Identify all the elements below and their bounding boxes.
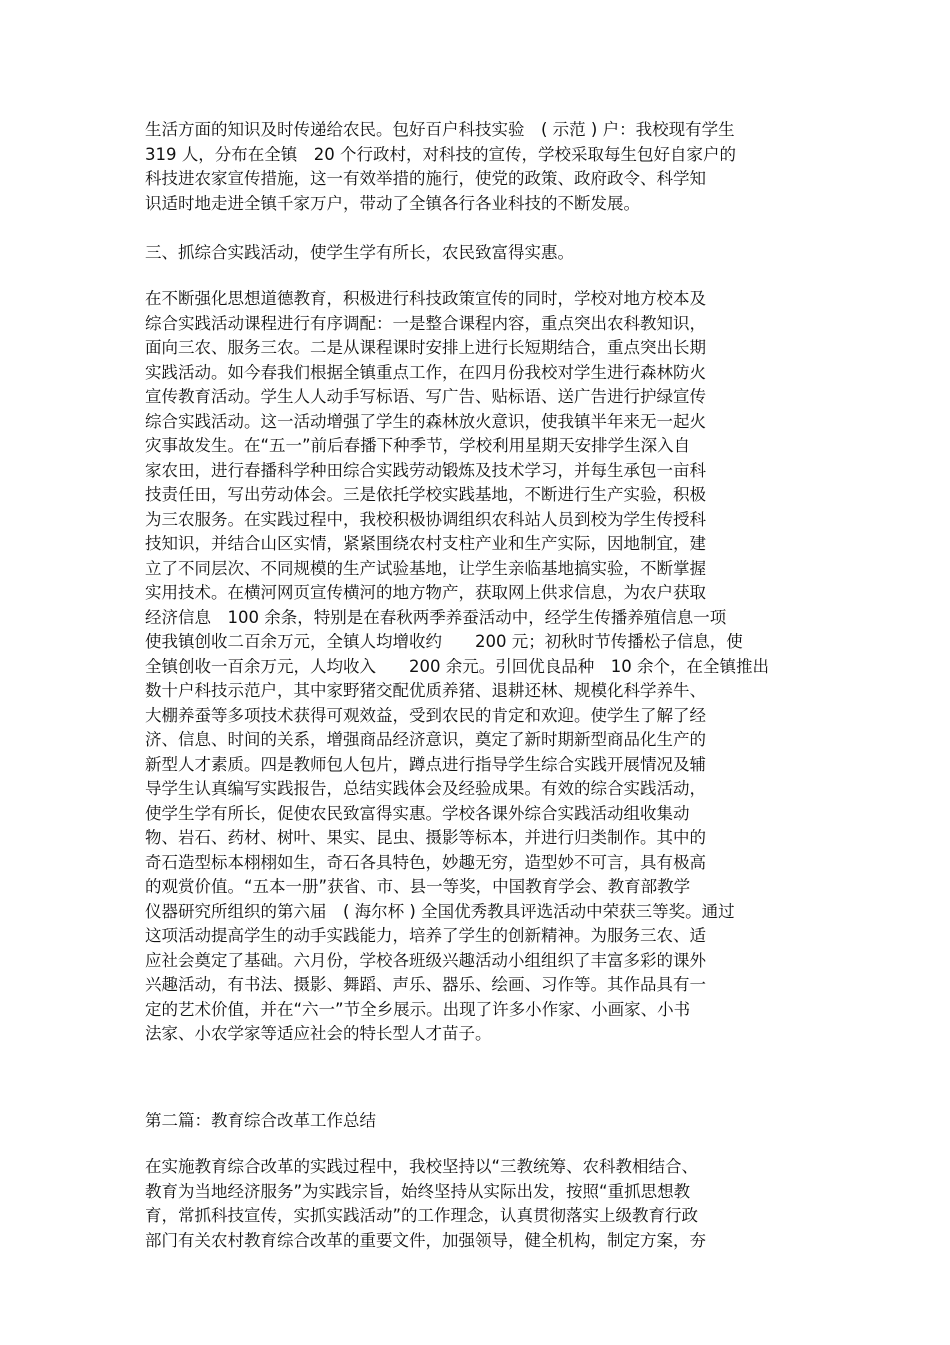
text-line: 应社会奠定了基础。六月份，学校各班级兴趣活动小组组织了丰富多彩的课外 (145, 950, 706, 970)
text-line: 仪器研究所组织的第六届 ( 海尔杯 ) 全国优秀教具评选活动中荣获三等奖。通过 (145, 901, 735, 921)
text-line: 奇石造型标本栩栩如生，奇石各具特色，妙趣无穷，造型妙不可言，具有极高 (145, 852, 706, 872)
text-line: 科技进农家宣传措施，这一有效举措的施行，使党的政策、政府政令、科学知 (145, 169, 706, 188)
text-line: 立了不同层次、不同规模的生产试验基地，让学生亲临基地搞实验，不断掌握 (145, 558, 706, 578)
paragraph-3 (145, 1155, 805, 1253)
text-line: 综合实践活动。这一活动增强了学生的森林放火意识，使我镇半年来无一起火 (145, 411, 706, 431)
text-line: 综合实践活动课程进行有序调配：一是整合课程内容，重点突出农科教知识， (145, 313, 706, 333)
text-line: 教育为当地经济服务”为实践宗旨，始终坚持从实际出发，按照“重抓思想教 (145, 1181, 691, 1201)
text-line: 使我镇创收二百余万元，全镇人均增收约 200 元；初秋时节传播松子信息，使 (145, 632, 743, 651)
text-line: 生活方面的知识及时传递给农民。包好百户科技实验 ( 示范 ) 户：我校现有学生 (145, 120, 735, 139)
text-line: 宣传教育活动。学生人人动手写标语、写广告、贴标语、送广告进行护绿宣传 (145, 387, 706, 406)
text-line: 物、岩石、药材、树叶、果实、昆虫、摄影等标本，并进行归类制作。其中的 (145, 828, 706, 847)
text-line: 这项活动提高学生的动手实践能力，培养了学生的创新精神。为服务三农、适 (145, 926, 706, 945)
text-line: 在实施教育综合改革的实践过程中，我校坚持以“三教统筹、农科教相结合、 (145, 1157, 699, 1176)
text-line: 兴趣活动，有书法、摄影、舞蹈、声乐、器乐、绘画、习作等。其作品具有一 (145, 975, 706, 994)
text-line: 面向三农、服务三农。二是从课程课时安排上进行长短期结合，重点突出长期 (145, 338, 706, 357)
text-line: 技知识，并结合山区实情，紧紧围绕农村支柱产业和生产实际，因地制宜，建 (145, 534, 706, 553)
text-line: 灾事故发生。在“五一”前后春播下种季节，学校利用星期天安排学生深入自 (145, 436, 691, 455)
paragraph-1 (145, 118, 805, 216)
text-line: 的观赏价值。“五本一册”获省、市、县一等奖，中国教育学会、教育部教学 (145, 877, 691, 896)
text-line: 319 人，分布在全镇 20 个行政村，对科技的宣传，学校采取每生包好自家户的 (145, 144, 736, 164)
text-line: 导学生认真编写实践报告，总结实践体会及经验成果。有效的综合实践活动， (145, 779, 706, 798)
text-line: 新型人才素质。四是教师包人包片，蹲点进行指导学生综合实践开展情况及辅 (145, 754, 706, 774)
text-line: 定的艺术价值，并在“六一”节全乡展示。出现了许多小作家、小画家、小书 (145, 999, 691, 1019)
text-line: 经济信息 100 余条，特别是在春秋两季养蚕活动中，经学生传播养殖信息一项 (145, 607, 727, 627)
text-line: 大棚养蚕等多项技术获得可观效益，受到农民的肯定和欢迎。使学生了解了经 (145, 705, 706, 725)
text-line: 家农田，进行春播科学种田综合实践劳动锻炼及技术学习，并每生承包一亩科 (145, 460, 706, 480)
text-line: 育，常抓科技宣传，实抓实践活动”的工作理念，认真贯彻落实上级教育行政 (145, 1206, 699, 1225)
text-line: 实用技术。在横河网页宣传横河的地方物产，获取网上供求信息，为农户获取 (145, 583, 706, 602)
text-line: 全镇创收一百余万元，人均收入 200 余元。引回优良品种 10 余个，在全镇推出 (145, 656, 769, 676)
text-line: 识适时地走进全镇千家万户，带动了全镇各行各业科技的不断发展。 (145, 193, 640, 213)
text-line: 使学生学有所长，促使农民致富得实惠。学校各课外综合实践活动组收集动 (145, 803, 690, 823)
paragraph-2 (145, 287, 805, 1047)
text-line: 数十户科技示范户，其中家野猪交配优质养猪、退耕还林、规模化科学养牛、 (145, 681, 706, 700)
section-heading-2 (145, 1109, 805, 1134)
text-line: 在不断强化思想道德教育，积极进行科技政策宣传的同时，学校对地方校本及 (145, 289, 706, 308)
section-heading-text: 三、抓综合实践活动，使学生学有所长，农民致富得实惠。 (145, 243, 574, 262)
text-line: 济、信息、时间的关系，增强商品经济意识，奠定了新时期新型商品化生产的 (145, 730, 706, 749)
text-line: 法家、小农学家等适应社会的特长型人才苗子。 (145, 1024, 492, 1043)
text-line: 为三农服务。在实践过程中，我校积极协调组织农科站人员到校为学生传授科 (145, 509, 706, 529)
section-heading-3 (145, 241, 805, 266)
section-heading-text: 第二篇：教育综合改革工作总结 (145, 1111, 376, 1130)
text-line: 部门有关农村教育综合改革的重要文件，加强领导，健全机构，制定方案，夯 (145, 1230, 706, 1250)
text-line: 技责任田，写出劳动体会。三是依托学校实践基地，不断进行生产实验，积极 (145, 485, 706, 504)
text-line: 实践活动。如今春我们根据全镇重点工作，在四月份我校对学生进行森林防火 (145, 362, 706, 382)
